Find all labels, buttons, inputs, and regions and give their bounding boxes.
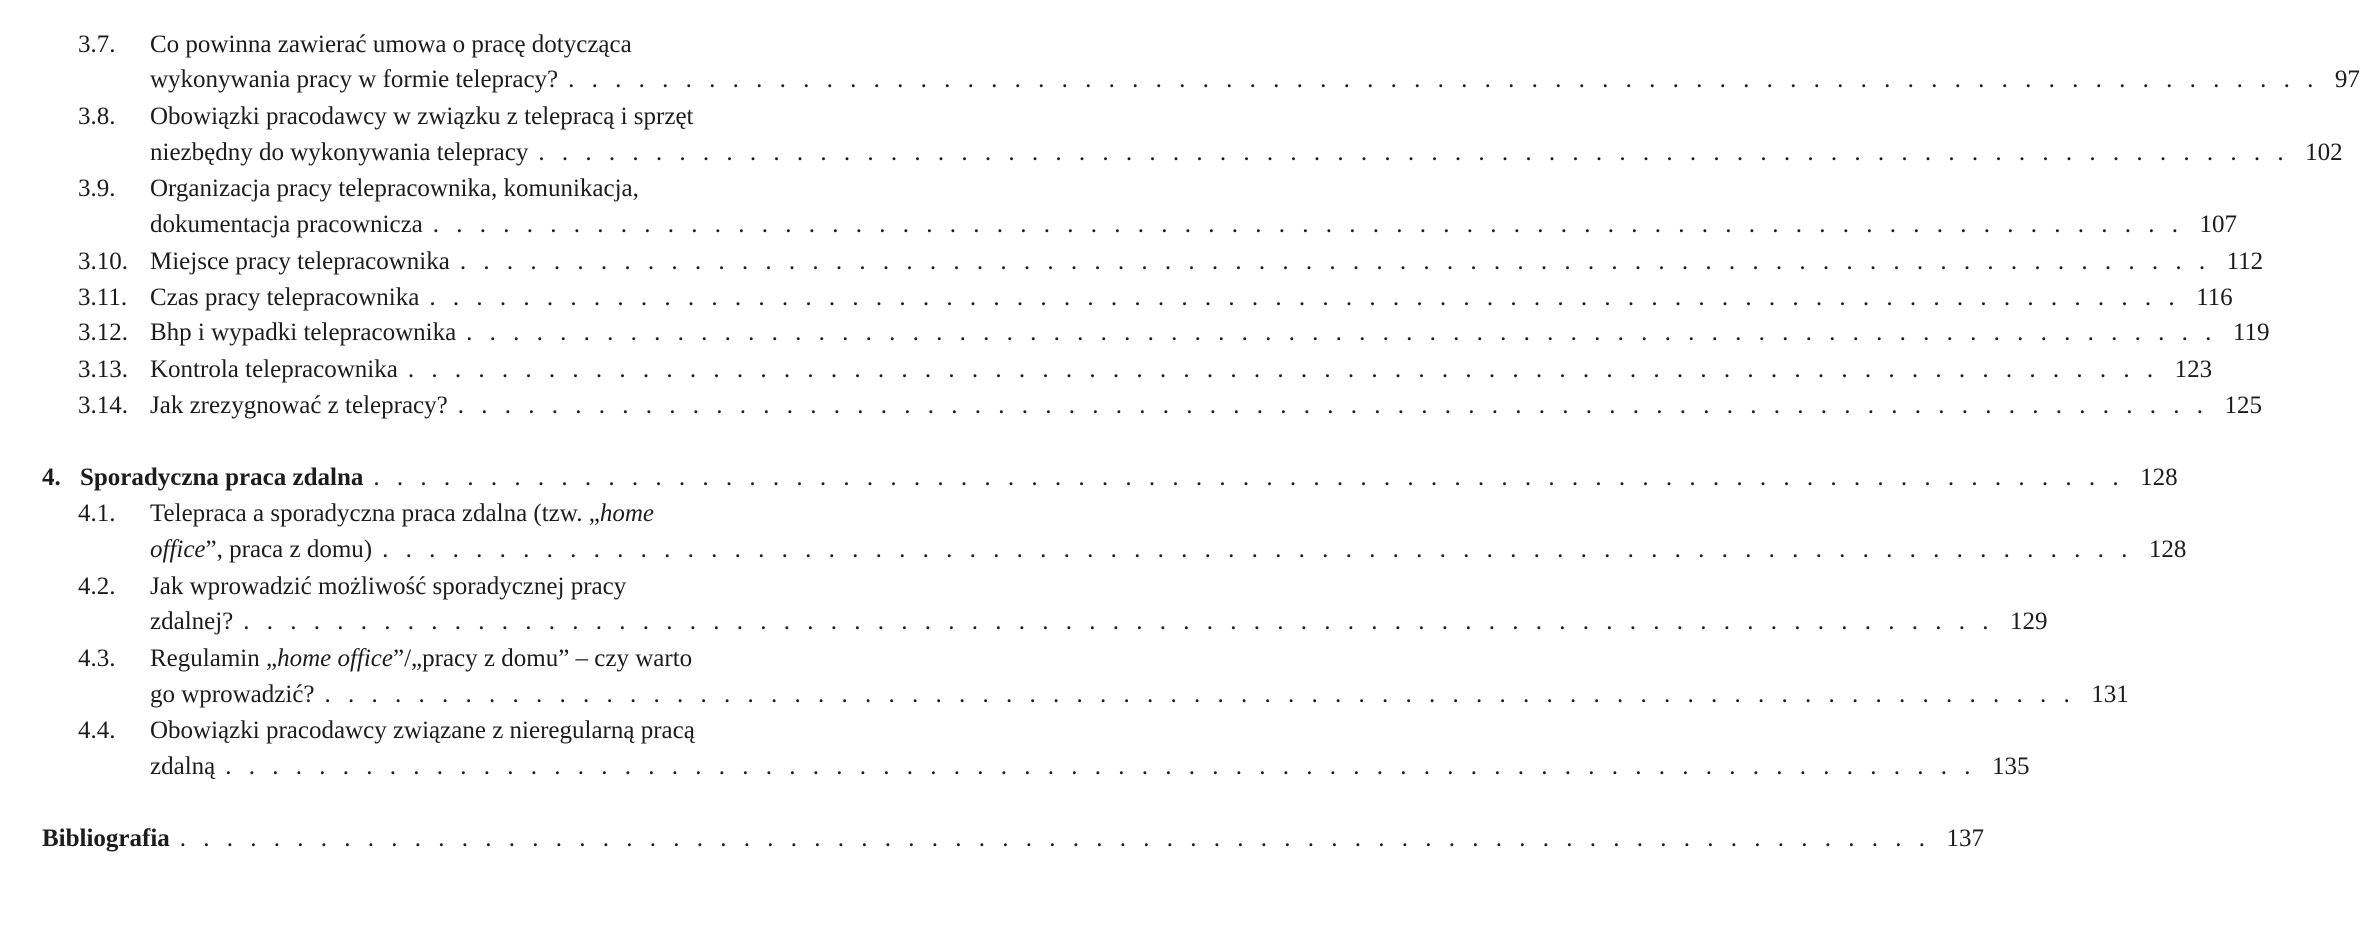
toc-entry-3-14 [0,391,2262,421]
entry-title-line2: zdalną [150,753,216,780]
page-number: 128 [2148,536,2187,563]
page-number: 137 [1946,825,1985,852]
entry-number: 3.9. [78,175,116,202]
entry-leader-row [150,391,2262,421]
entry-number: 4.4. [78,717,116,744]
entry-title-line2: niezbędny do wykonywania telepracy [150,139,529,166]
leader-dots: . . . . . . . . . . . . . . . . . . . . . . . . . . . . . . . . . . . . . . . . . . . . . . . . . . . . . . . . . . . . . . . . . . . . . . . . . . . [538,139,2290,166]
title-text: Regulamin „ [150,645,278,672]
leader-dots: . . . . . . . . . . . . . . . . . . . . . . . . . . . . . . . . . . . . . . . . . . . . . . . . . . . . . . . . . . . . . . . . . . . . . . . . . . . [225,753,1976,780]
leader-dots: . . . . . . . . . . . . . . . . . . . . . . . . . . . . . . . . . . . . . . . . . . . . . . . . . . . . . . . . . . . . . . . . . . . . . . . . . . . [373,464,2125,491]
entry-title-line2: dokumentacja pracownicza [150,211,423,238]
leader-dots: . . . . . . . . . . . . . . . . . . . . . . . . . . . . . . . . . . . . . . . . . . . . . . . . . . . . . . . . . . . . . . . . . . . . . . . . . . . [179,825,1931,852]
entry-number: 3.8. [78,103,116,130]
toc-entry-3-9 [0,174,900,204]
toc-entry-4-2 [0,572,900,602]
title-italic: home [599,500,654,527]
bibliography-title: Bibliografia [42,825,170,852]
entry-title-line1: Obowiązki pracodawcy w związku z telepracą i sprzęt [150,103,694,130]
entry-number: 3.14. [78,392,128,419]
entry-title-line1: Obowiązki pracodawcy związane z nieregularną pracą [150,717,695,744]
toc-entry-4-1 [0,499,900,529]
entry-leader-row [150,247,2264,277]
title-text: ”/„pracy z domu” – czy warto [393,645,693,672]
page-number: 131 [2091,681,2129,708]
toc-entry-3-9-leader [150,210,2238,240]
leader-dots: . . . . . . . . . . . . . . . . . . . . . . . . . . . . . . . . . . . . . . . . . . . . . . . . . . . . . . . . . . . . . . . . . . . . . . . . . . . [568,66,2319,93]
toc-entry-4-1-leader [150,535,2187,565]
entry-title: Miejsce pracy telepracownika [150,248,450,275]
entry-number: 3.13. [78,356,128,383]
entry-number: 3.12. [78,319,128,346]
entry-title: Bhp i wypadki telepracownika [150,319,457,346]
toc-entry-3-8 [0,102,900,132]
toc-bibliography [42,824,1985,854]
entry-number: 3.7. [78,31,116,58]
page-number: 112 [2226,248,2264,275]
toc-entry-3-8-leader [150,138,2343,168]
entry-leader-row [150,318,2270,348]
leader-dots: . . . . . . . . . . . . . . . . . . . . . . . . . . . . . . . . . . . . . . . . . . . . . . . . . . . . . . . . . . . . . . . . . . . . . . . . . . . [324,681,2076,708]
entry-number: 3.11. [78,284,128,311]
page-number: 107 [2199,211,2238,238]
page-number: 116 [2196,284,2233,311]
toc-entry-3-13 [0,355,2213,385]
toc-entry-3-11 [0,283,2233,313]
chapter-number: 4. [42,464,61,491]
title-text: ”, praca z domu) [205,536,373,563]
page-number: 135 [1991,753,2030,780]
page-number: 119 [2232,319,2270,346]
page-number: 97 [2334,66,2360,93]
page-number: 123 [2174,356,2213,383]
entry-title-line1 [150,499,654,529]
entry-title-line1 [150,644,692,674]
toc-entry-3-12 [0,318,2270,348]
page-number: 129 [2010,608,2048,635]
entry-title-line1: Co powinna zawierać umowa o pracę dotycząca [150,31,632,58]
entry-leader-row [80,463,2178,493]
entry-title-line1: Organizacja pracy telepracownika, komunikacja, [150,175,639,202]
toc-entry-3-7 [0,30,900,60]
entry-title-line2: wykonywania pracy w formie telepracy? [150,66,559,93]
entry-title-line2: go wprowadzić? [150,681,315,708]
entry-title-line1: Jak wprowadzić możliwość sporadycznej pracy [150,573,627,600]
toc-entry-4-2-leader [150,607,2048,637]
leader-dots: . . . . . . . . . . . . . . . . . . . . . . . . . . . . . . . . . . . . . . . . . . . . . . . . . . . . . . . . . . . . . . . . . . . . . . . . . . . [457,392,2209,419]
entry-title: Czas pracy telepracownika [150,284,420,311]
entry-leader-row [150,355,2213,385]
toc-entry-3-7-leader [150,65,2360,95]
entry-title: Jak zrezygnować z telepracy? [150,392,448,419]
leader-dots: . . . . . . . . . . . . . . . . . . . . . . . . . . . . . . . . . . . . . . . . . . . . . . . . . . . . . . . . . . . . . . . . . . . . . . . . . . . [243,608,1995,635]
toc-entry-4-4 [0,716,900,746]
entry-number: 4.3. [78,645,116,672]
leader-dots: . . . . . . . . . . . . . . . . . . . . . . . . . . . . . . . . . . . . . . . . . . . . . . . . . . . . . . . . . . . . . . . . . . . . . . . . . . . [429,284,2181,311]
title-italic: office [150,536,206,563]
entry-title-line2: zdalnej? [150,608,234,635]
toc-entry-4-3-leader [150,680,2129,710]
toc-entry-4-4-leader [150,752,2030,782]
toc-entry-4-3 [0,644,900,674]
entry-title: Kontrola telepracownika [150,356,398,383]
entry-number: 4.2. [78,573,116,600]
title-text: Telepraca a sporadyczna praca zdalna (tzw. „ [150,500,600,527]
entry-number: 4.1. [78,500,116,527]
leader-dots: . . . . . . . . . . . . . . . . . . . . . . . . . . . . . . . . . . . . . . . . . . . . . . . . . . . . . . . . . . . . . . . . . . . . . . . . . . . [459,248,2211,275]
toc-chapter-4 [0,463,2178,493]
chapter-title: Sporadyczna praca zdalna [80,464,364,491]
leader-dots: . . . . . . . . . . . . . . . . . . . . . . . . . . . . . . . . . . . . . . . . . . . . . . . . . . . . . . . . . . . . . . . . . . . . . . . . . . . [466,319,2217,346]
page-number: 128 [2140,464,2178,491]
page-number: 125 [2224,392,2262,419]
title-italic: home office [277,645,393,672]
toc-entry-3-10 [0,247,2264,277]
page-number: 102 [2305,139,2343,166]
leader-dots: . . . . . . . . . . . . . . . . . . . . . . . . . . . . . . . . . . . . . . . . . . . . . . . . . . . . . . . . . . . . . . . . . . . . . . . . . . . [407,356,2159,383]
entry-number: 3.10. [78,248,128,275]
entry-leader-row [150,283,2233,313]
leader-dots: . . . . . . . . . . . . . . . . . . . . . . . . . . . . . . . . . . . . . . . . . . . . . . . . . . . . . . . . . . . . . . . . . . . . . . . . . . . [432,211,2184,238]
entry-title-line2 [150,535,372,565]
leader-dots: . . . . . . . . . . . . . . . . . . . . . . . . . . . . . . . . . . . . . . . . . . . . . . . . . . . . . . . . . . . . . . . . . . . . . . . . . . . [382,536,2133,563]
